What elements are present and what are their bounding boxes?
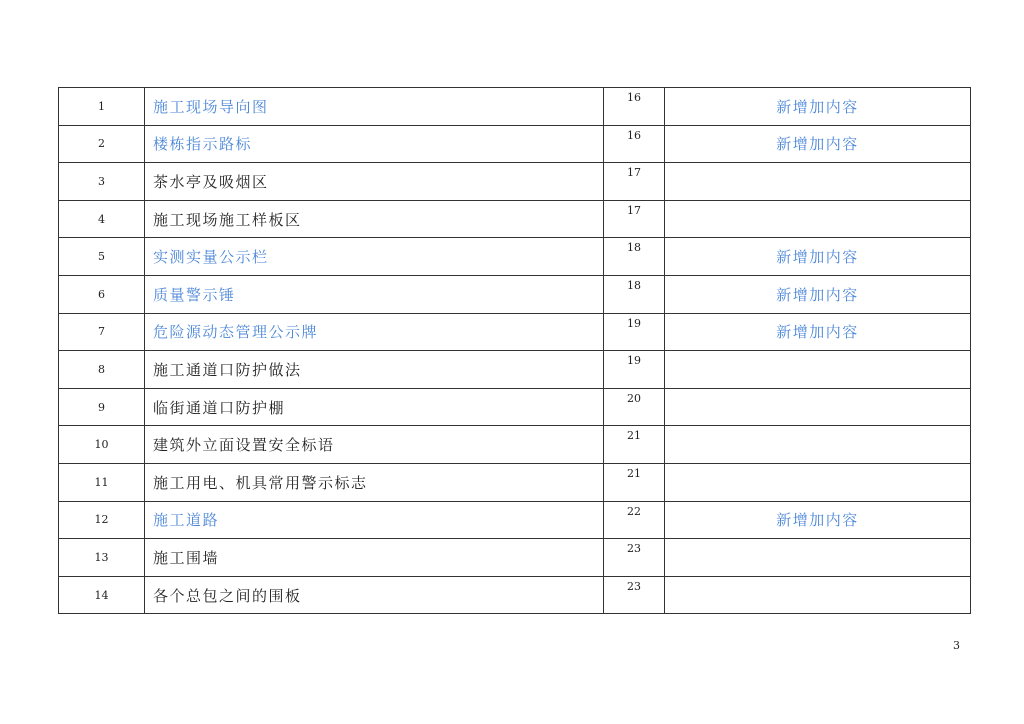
row-page: 18: [604, 275, 665, 313]
row-number: 6: [59, 275, 145, 313]
page-number: 3: [953, 639, 960, 652]
row-note: [665, 463, 971, 501]
row-note: [665, 539, 971, 577]
row-note: 新增加内容: [665, 313, 971, 351]
row-page: 20: [604, 388, 665, 426]
row-number: 3: [59, 163, 145, 201]
row-title: 楼栋指示路标: [145, 125, 604, 163]
row-number: 9: [59, 388, 145, 426]
row-title: 建筑外立面设置安全标语: [145, 426, 604, 464]
row-title: 实测实量公示栏: [145, 238, 604, 276]
table-row: [59, 351, 971, 389]
row-note: 新增加内容: [665, 125, 971, 163]
row-number: 5: [59, 238, 145, 276]
row-page: 22: [604, 501, 665, 539]
table-row: [59, 313, 971, 351]
row-note: 新增加内容: [665, 275, 971, 313]
row-number: 2: [59, 125, 145, 163]
row-note: [665, 388, 971, 426]
table-row: [59, 576, 971, 614]
table-row: [59, 539, 971, 577]
row-title: 施工用电、机具常用警示标志: [145, 463, 604, 501]
row-title: 质量警示锤: [145, 275, 604, 313]
row-page: 16: [604, 88, 665, 126]
row-title: 危险源动态管理公示牌: [145, 313, 604, 351]
row-title: 施工通道口防护做法: [145, 351, 604, 389]
row-title: 各个总包之间的围板: [145, 576, 604, 614]
row-note: [665, 426, 971, 464]
row-title: 施工道路: [145, 501, 604, 539]
table-row: [59, 88, 971, 126]
row-page: 23: [604, 539, 665, 577]
table-row: [59, 275, 971, 313]
row-number: 14: [59, 576, 145, 614]
row-note: 新增加内容: [665, 238, 971, 276]
row-number: 1: [59, 88, 145, 126]
contents-table-body: [59, 88, 971, 614]
row-note: [665, 163, 971, 201]
table-row: [59, 463, 971, 501]
row-page: 19: [604, 313, 665, 351]
row-note: [665, 351, 971, 389]
row-number: 11: [59, 463, 145, 501]
row-title: 临街通道口防护棚: [145, 388, 604, 426]
row-note: 新增加内容: [665, 88, 971, 126]
table-row: [59, 125, 971, 163]
row-title: 施工围墙: [145, 539, 604, 577]
row-note: 新增加内容: [665, 501, 971, 539]
row-page: 21: [604, 426, 665, 464]
row-page: 23: [604, 576, 665, 614]
row-number: 7: [59, 313, 145, 351]
row-page: 17: [604, 163, 665, 201]
row-title: 施工现场导向图: [145, 88, 604, 126]
row-number: 13: [59, 539, 145, 577]
row-number: 10: [59, 426, 145, 464]
table-row: [59, 388, 971, 426]
table-row: [59, 501, 971, 539]
contents-table: [58, 87, 971, 614]
row-note: [665, 576, 971, 614]
row-note: [665, 200, 971, 238]
row-page: 18: [604, 238, 665, 276]
row-number: 12: [59, 501, 145, 539]
table-row: [59, 238, 971, 276]
row-page: 17: [604, 200, 665, 238]
row-number: 8: [59, 351, 145, 389]
row-page: 19: [604, 351, 665, 389]
row-title: 茶水亭及吸烟区: [145, 163, 604, 201]
row-number: 4: [59, 200, 145, 238]
row-page: 16: [604, 125, 665, 163]
table-row: [59, 200, 971, 238]
table-row: [59, 163, 971, 201]
table-row: [59, 426, 971, 464]
row-title: 施工现场施工样板区: [145, 200, 604, 238]
row-page: 21: [604, 463, 665, 501]
